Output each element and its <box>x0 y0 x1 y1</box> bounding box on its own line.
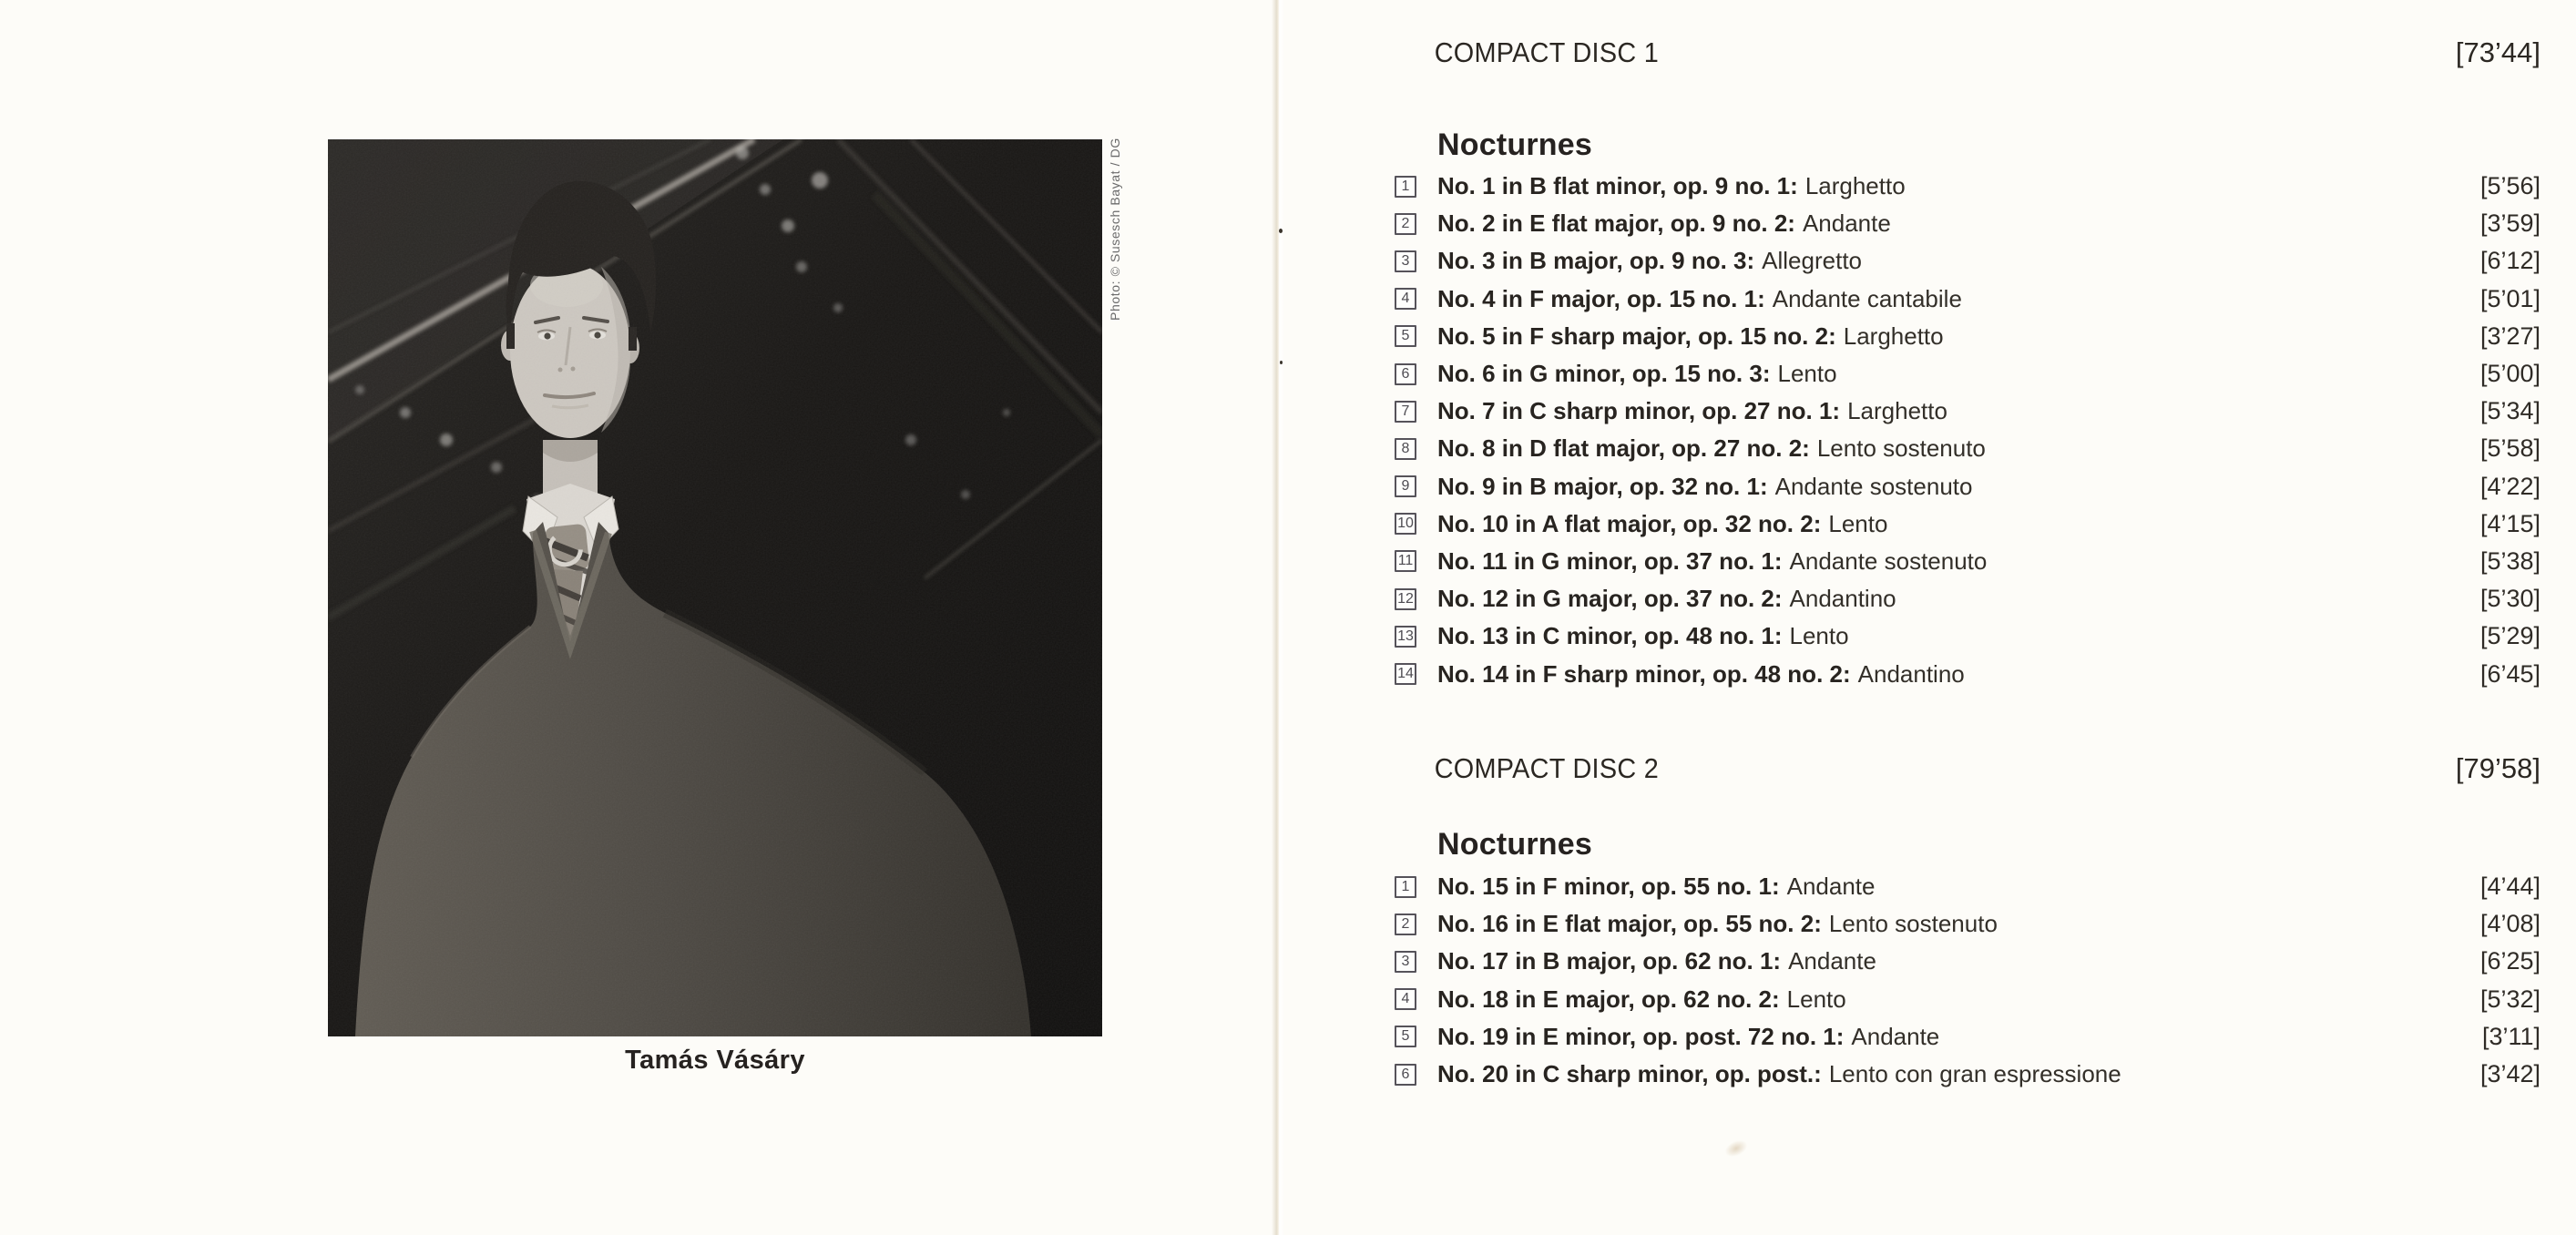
disc1-header <box>1395 36 2540 69</box>
track-title <box>1437 1060 2121 1088</box>
track-title <box>1437 660 1965 689</box>
track-title <box>1437 360 1837 388</box>
track-tempo: Andantino <box>1789 585 1896 613</box>
track-number: 5 <box>1401 328 1410 344</box>
track-title <box>1437 172 1906 200</box>
track-title <box>1437 209 1891 238</box>
track-row <box>1395 981 2540 1018</box>
track-title <box>1437 473 1972 501</box>
track-tempo: Andante sostenuto <box>1774 472 1973 500</box>
track-duration: [4’15] <box>2479 509 2540 537</box>
track-title-main: No. 3 in B major, op. 9 no. 3: <box>1437 247 1755 275</box>
track-number-box <box>1395 951 1416 973</box>
track-title <box>1437 247 1862 275</box>
track-number: 11 <box>1397 553 1414 569</box>
track-row <box>1395 943 2540 980</box>
track-row <box>1395 355 2540 393</box>
track-title <box>1437 547 1987 576</box>
track-number: 13 <box>1397 628 1414 644</box>
track-title-main: No. 7 in C sharp minor, op. 27 no. 1: <box>1437 397 1841 425</box>
track-title-main: No. 13 in C minor, op. 48 no. 1: <box>1437 622 1783 650</box>
track-duration: [5’32] <box>2479 985 2540 1013</box>
track-duration: [6’45] <box>2479 659 2540 688</box>
track-duration: [5’30] <box>2479 585 2540 613</box>
track-title-main: No. 1 in B flat minor, op. 9 no. 1: <box>1437 172 1798 200</box>
track-number: 7 <box>1401 403 1410 419</box>
track-row <box>1395 430 2540 467</box>
track-row <box>1395 393 2540 430</box>
track-number-box <box>1395 513 1416 535</box>
disc2-track-list <box>1395 868 2540 1093</box>
track-title-main: No. 19 in E minor, op. post. 72 no. 1: <box>1437 1022 1845 1050</box>
track-number-box <box>1395 325 1416 347</box>
track-number-box <box>1395 475 1416 497</box>
track-tempo: Andante <box>1802 209 1891 238</box>
track-row <box>1395 205 2540 242</box>
track-number-box <box>1395 363 1416 385</box>
track-number: 4 <box>1401 291 1410 307</box>
track-tempo: Allegretto <box>1762 247 1862 275</box>
track-number: 3 <box>1401 252 1410 269</box>
track-number-box <box>1395 588 1416 610</box>
track-title <box>1437 397 1947 425</box>
track-row <box>1395 868 2540 905</box>
track-tempo: Lento <box>1786 985 1846 1013</box>
track-number: 5 <box>1401 1028 1410 1045</box>
track-number: 2 <box>1401 215 1410 231</box>
track-duration: [3’59] <box>2479 209 2540 238</box>
track-duration: [4’44] <box>2479 873 2540 901</box>
track-number-box <box>1395 1064 1416 1086</box>
track-number-box <box>1395 663 1416 685</box>
track-row <box>1395 1018 2540 1056</box>
track-number-box <box>1395 550 1416 572</box>
disc2-total-time: [79’58] <box>2455 752 2540 784</box>
track-title <box>1437 947 1876 975</box>
track-number-box <box>1395 176 1416 198</box>
track-tempo: Andante <box>1786 873 1876 901</box>
track-row <box>1395 318 2540 355</box>
track-tempo: Andantino <box>1857 659 1965 688</box>
track-row <box>1395 168 2540 205</box>
track-duration: [6’25] <box>2479 947 2540 975</box>
track-tempo: Andante sostenuto <box>1789 546 1988 575</box>
track-tempo: Larghetto <box>1843 322 1944 350</box>
scan-speck <box>1280 361 1283 364</box>
track-number: 8 <box>1401 440 1410 456</box>
track-number: 3 <box>1401 953 1410 969</box>
track-number-box <box>1395 913 1416 935</box>
track-title-main: No. 16 in E flat major, op. 55 no. 2: <box>1437 910 1822 938</box>
track-title-main: No. 15 in F minor, op. 55 no. 1: <box>1437 873 1780 901</box>
track-title <box>1437 910 1998 938</box>
track-tempo: Andante <box>1851 1022 1940 1050</box>
scan-smudge <box>1722 1137 1750 1159</box>
track-title <box>1437 873 1875 901</box>
track-title <box>1437 985 1846 1014</box>
track-title <box>1437 434 1986 463</box>
photo-caption: Tamás Vásáry <box>625 1046 805 1075</box>
track-row <box>1395 1056 2540 1093</box>
track-row <box>1395 655 2540 692</box>
track-number-box <box>1395 213 1416 235</box>
track-title <box>1437 585 1896 613</box>
track-title <box>1437 1023 1939 1051</box>
track-row <box>1395 618 2540 655</box>
disc1-title: COMPACT DISC 1 <box>1434 36 1660 68</box>
track-duration: [6’12] <box>2479 247 2540 275</box>
track-title-main: No. 8 in D flat major, op. 27 no. 2: <box>1437 434 1810 463</box>
track-number-box <box>1395 401 1416 423</box>
track-row <box>1395 242 2540 280</box>
track-title-main: No. 20 in C sharp minor, op. post.: <box>1437 1060 1822 1088</box>
track-row <box>1395 468 2540 505</box>
track-duration: [3’42] <box>2479 1060 2540 1088</box>
disc2-header <box>1395 752 2540 785</box>
track-duration: [5’34] <box>2479 397 2540 425</box>
track-tempo: Andante cantabile <box>1772 284 1962 312</box>
track-number-box <box>1395 288 1416 310</box>
track-number: 6 <box>1401 1066 1410 1082</box>
track-number-box <box>1395 1026 1416 1047</box>
track-title <box>1437 285 1962 313</box>
track-number-box <box>1395 876 1416 898</box>
track-duration: [5’01] <box>2479 284 2540 312</box>
track-tempo: Lento sostenuto <box>1816 434 1986 463</box>
track-number: 2 <box>1401 915 1410 932</box>
track-title-main: No. 11 in G minor, op. 37 no. 1: <box>1437 546 1783 575</box>
track-duration: [5’29] <box>2479 622 2540 650</box>
track-tempo: Lento <box>1789 622 1849 650</box>
page-fold <box>1272 0 1284 1235</box>
track-number: 10 <box>1397 515 1414 532</box>
track-number-box <box>1395 988 1416 1010</box>
track-title-main: No. 2 in E flat major, op. 9 no. 2: <box>1437 209 1795 238</box>
track-number: 1 <box>1401 178 1410 194</box>
track-tempo: Andante <box>1788 947 1876 975</box>
track-title-main: No. 9 in B major, op. 32 no. 1: <box>1437 472 1768 500</box>
track-number-box <box>1395 250 1416 272</box>
track-title <box>1437 322 1944 351</box>
track-row <box>1395 505 2540 543</box>
track-title-main: No. 6 in G minor, op. 15 no. 3: <box>1437 360 1771 388</box>
track-duration: [5’00] <box>2479 360 2540 388</box>
track-duration: [5’58] <box>2479 434 2540 463</box>
track-number: 14 <box>1397 666 1414 682</box>
track-duration: [5’56] <box>2479 172 2540 200</box>
disc1-total-time: [73’44] <box>2455 36 2540 68</box>
track-title-main: No. 14 in F sharp minor, op. 48 no. 2: <box>1437 659 1851 688</box>
track-number: 9 <box>1401 478 1410 495</box>
disc2-section-title: Nocturnes <box>1437 827 1592 862</box>
track-tempo: Larghetto <box>1847 397 1947 425</box>
track-row <box>1395 580 2540 618</box>
track-duration: [3’11] <box>2481 1022 2540 1050</box>
track-duration: [5’38] <box>2479 546 2540 575</box>
track-tempo: Lento <box>1777 360 1837 388</box>
track-tempo: Larghetto <box>1804 172 1906 200</box>
portrait-photo <box>328 139 1102 1036</box>
track-title-main: No. 18 in E major, op. 62 no. 2: <box>1437 985 1780 1013</box>
photo-credit: Photo: © Susesch Bayat / DG <box>1108 138 1122 321</box>
track-tempo: Lento sostenuto <box>1828 910 1998 938</box>
disc1-section-title: Nocturnes <box>1437 128 1592 162</box>
track-number: 12 <box>1397 590 1414 607</box>
disc1-track-list <box>1395 168 2540 693</box>
track-title-main: No. 12 in G major, op. 37 no. 2: <box>1437 585 1783 613</box>
track-tempo: Lento con gran espressione <box>1828 1060 2121 1088</box>
track-number: 4 <box>1401 991 1410 1007</box>
track-title <box>1437 510 1887 538</box>
track-title-main: No. 5 in F sharp major, op. 15 no. 2: <box>1437 322 1836 350</box>
track-title-main: No. 4 in F major, op. 15 no. 1: <box>1437 284 1765 312</box>
track-title-main: No. 10 in A flat major, op. 32 no. 2: <box>1437 509 1822 537</box>
track-row <box>1395 543 2540 580</box>
portrait-photo-art <box>328 139 1102 1036</box>
track-duration: [4’22] <box>2479 472 2540 500</box>
track-row <box>1395 905 2540 943</box>
track-title-main: No. 17 in B major, op. 62 no. 1: <box>1437 947 1782 975</box>
track-duration: [4’08] <box>2479 910 2540 938</box>
disc2-title: COMPACT DISC 2 <box>1434 752 1660 784</box>
scan-speck <box>1279 229 1283 233</box>
track-number: 6 <box>1401 365 1410 382</box>
track-number-box <box>1395 438 1416 460</box>
track-number-box <box>1395 626 1416 648</box>
track-title <box>1437 622 1849 650</box>
track-number: 1 <box>1401 878 1410 894</box>
track-row <box>1395 281 2540 318</box>
track-tempo: Lento <box>1828 509 1888 537</box>
track-duration: [3’27] <box>2479 322 2540 350</box>
